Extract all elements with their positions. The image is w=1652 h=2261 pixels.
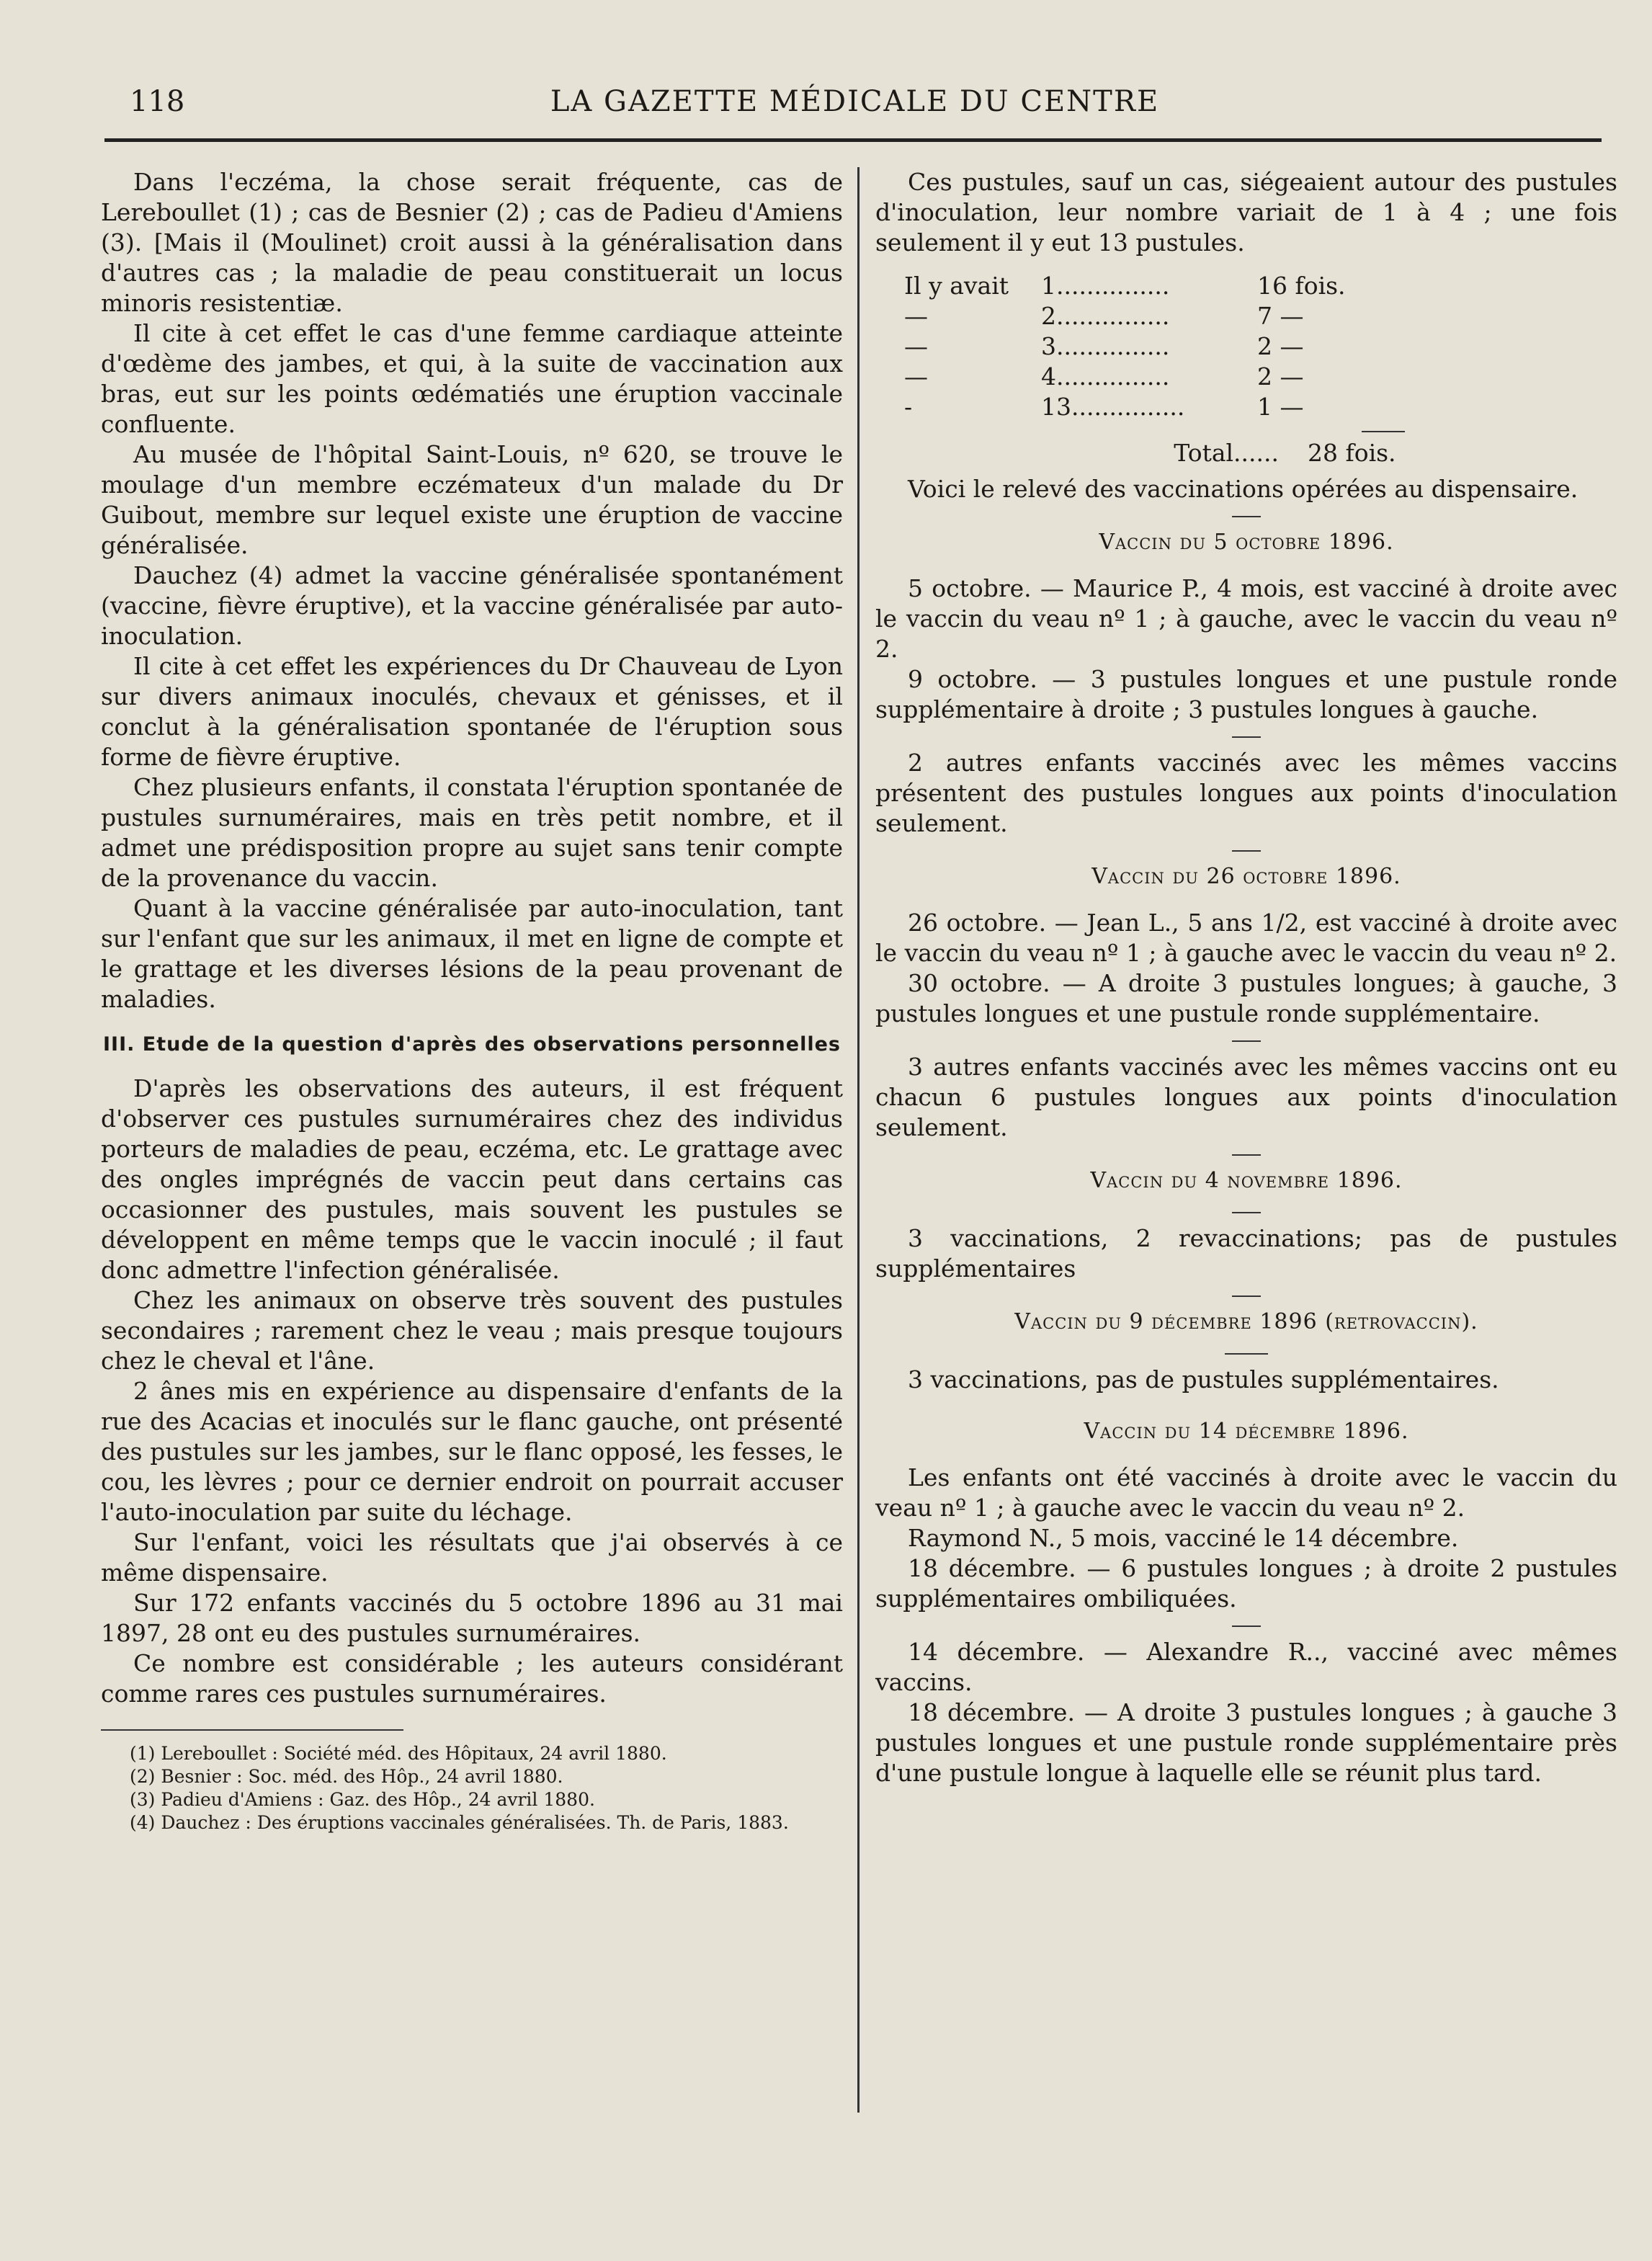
tally-row	[875, 271, 1617, 301]
paragraph: 2 ânes mis en expérience au dispensaire d'enfants de la rue des Acacias et inoculés sur le flanc gauche, ont présenté des pustules sur les jambes, sur le flanc opposé, les fesses, le cou, les lèvres ; pour ce dernier endroit on pourrait accuser l'auto-inoculation par suite du léchage.	[101, 1377, 843, 1526]
vaccin-heading: Vaccin du 26 octobre 1896.	[1091, 864, 1401, 889]
separator-dash	[1232, 736, 1261, 738]
vaccin-heading: Vaccin du 14 décembre 1896.	[1084, 1419, 1409, 1444]
paragraph: 5 octobre. — Maurice P., 4 mois, est vacciné à droite avec le vaccin du veau nº 1 ; à gauche, avec le vaccin du veau nº 2.	[875, 574, 1617, 663]
spacer	[875, 1395, 1617, 1412]
paragraph: Il cite à cet effet les expériences du Dr Chauveau de Lyon sur divers animaux inoculés, chevaux et génisses, et il conclut à la généralisation spontanée de l'éruption sous forme de fièvre éruptive.	[101, 652, 843, 771]
tally-count: 2 —	[1257, 332, 1304, 360]
paragraph: D'après les observations des auteurs, il est fréquent d'observer ces pustules surnuméraires chez des individus porteurs de maladies de peau, eczéma, etc. Le grattage avec des ongles imprégnés de vaccin peut dans certains cas occasionner des pustules, mais souvent les pustules se développent en même temps que le vaccin inoculé ; il faut donc admettre l'infection généralisée.	[101, 1074, 843, 1284]
paragraph: Dans l'eczéma, la chose serait fréquente, cas de Lereboullet (1) ; cas de Besnier (2) ; cas de Padieu d'Amiens (3). [Mais il (Moulinet) croit aussi à la généralisation dans d'autres cas ; la maladie de peau constituerait un locus minoris resistentiæ.	[101, 168, 843, 317]
right-column	[875, 167, 1617, 1788]
tally-label: Il y avait	[904, 272, 1009, 300]
paragraph: Ces pustules, sauf un cas, siégeaient autour des pustules d'inoculation, leur nombre variait de 1 à 4 ; une fois seulement il y eut 13 pustules.	[875, 168, 1617, 257]
pustule-tally	[875, 271, 1617, 468]
tally-number: 4...............	[1041, 362, 1170, 391]
footnotes	[101, 1742, 843, 1834]
paragraph: Chez plusieurs enfants, il constata l'éruption spontanée de pustules surnuméraires, mais en très petit nombre, et il admet une prédisposition propre au sujet sans tenir compte de la provenance du vaccin.	[101, 773, 843, 892]
tally-rule	[1362, 431, 1405, 432]
paragraph: 2 autres enfants vaccinés avec les mêmes vaccins présentent des pustules longues aux points d'inoculation seulement.	[875, 749, 1617, 837]
section-heading: III. Etude de la question d'après des observations personnelles	[103, 1033, 841, 1056]
vaccin-heading: Vaccin du 9 décembre 1896 (retrovaccin).	[1014, 1309, 1478, 1334]
left-column	[101, 167, 843, 1834]
separator-dash	[1232, 1040, 1261, 1042]
footnote: (1) Lereboullet : Société méd. des Hôpitaux, 24 avril 1880.	[130, 1743, 667, 1764]
tally-row	[875, 331, 1617, 362]
running-title: LA GAZETTE MÉDICALE DU CENTRE	[550, 85, 1160, 118]
vaccin-heading: Vaccin du 4 novembre 1896.	[1090, 1168, 1403, 1193]
paragraph: 3 vaccinations, pas de pustules supplémentaires.	[908, 1365, 1499, 1393]
tally-total-label: Total......	[1174, 439, 1279, 467]
header-rule	[104, 138, 1602, 142]
tally-label: -	[904, 393, 913, 421]
paragraph: 14 décembre. — Alexandre R.., vacciné avec mêmes vaccins.	[875, 1638, 1617, 1696]
paragraph: 18 décembre. — 6 pustules longues ; à droite 2 pustules supplémentaires ombiliquées.	[875, 1554, 1617, 1613]
tally-label: —	[904, 302, 928, 330]
tally-row	[875, 362, 1617, 392]
paragraph: Voici le relevé des vaccinations opérées au dispensaire.	[908, 475, 1579, 503]
tally-label: —	[904, 362, 928, 391]
paragraph: Ce nombre est considérable ; les auteurs considérant comme rares ces pustules surnuméraires.	[101, 1649, 843, 1708]
tally-number: 1...............	[1041, 272, 1170, 300]
paragraph: 26 octobre. — Jean L., 5 ans 1/2, est vacciné à droite avec le vaccin du veau nº 1 ; à gauche avec le vaccin du veau nº 2.	[875, 909, 1617, 967]
paragraph: 30 octobre. — A droite 3 pustules longues; à gauche, 3 pustules longues et une pustule ronde supplémentaire.	[875, 969, 1617, 1027]
tally-number: 2...............	[1041, 302, 1170, 330]
separator-dash	[1232, 516, 1261, 517]
footnote: (4) Dauchez : Des éruptions vaccinales généralisées. Th. de Paris, 1883.	[130, 1812, 789, 1833]
separator-dash	[1232, 1625, 1261, 1627]
tally-total	[875, 438, 1617, 468]
page-number: 118	[130, 85, 185, 118]
paragraph: Raymond N., 5 mois, vacciné le 14 décembre.	[908, 1524, 1459, 1552]
tally-count: 1 —	[1257, 393, 1304, 421]
tally-count: 7 —	[1257, 302, 1304, 330]
paragraph: Les enfants ont été vaccinés à droite avec le vaccin du veau nº 1 ; à gauche avec le vaccin du veau nº 2.	[875, 1463, 1617, 1522]
paragraph: Dauchez (4) admet la vaccine généralisée spontanément (vaccine, fièvre éruptive), et la vaccine généralisée par auto-inoculation.	[101, 561, 843, 650]
tally-row	[875, 301, 1617, 331]
page-header	[108, 85, 1602, 128]
tally-total-count: 28 fois.	[1308, 439, 1396, 467]
paragraph: 18 décembre. — A droite 3 pustules longues ; à gauche 3 pustules longues et une pustule ronde supplémentaire près d'une pustule longue à laquelle elle se réunit plus tard.	[875, 1698, 1617, 1787]
tally-number: 13...............	[1041, 393, 1185, 421]
paragraph: 3 autres enfants vaccinés avec les mêmes vaccins ont eu chacun 6 pustules longues aux points d'inoculation seulement.	[875, 1053, 1617, 1141]
footnote-rule	[101, 1729, 403, 1731]
paragraph: Il cite à cet effet le cas d'une femme cardiaque atteinte d'œdème des jambes, et qui, à la suite de vaccination aux bras, eut sur les points œdématiés une éruption vaccinale confluente.	[101, 319, 843, 438]
paragraph: Quant à la vaccine généralisée par auto-inoculation, tant sur l'enfant que sur les animaux, il met en ligne de compte et le grattage et les diverses lésions de la peau provenant de maladies.	[101, 894, 843, 1013]
paragraph: Chez les animaux on observe très souvent des pustules secondaires ; rarement chez le veau ; mais presque toujours chez le cheval et l'âne.	[101, 1286, 843, 1375]
tally-row	[875, 392, 1617, 422]
separator-dash	[1232, 1154, 1261, 1156]
tally-label: —	[904, 332, 928, 360]
separator-dash	[1232, 1212, 1261, 1213]
paragraph: Sur 172 enfants vaccinés du 5 octobre 1896 au 31 mai 1897, 28 ont eu des pustules surnuméraires.	[101, 1589, 843, 1647]
tally-number: 3...............	[1041, 332, 1170, 360]
footnote: (2) Besnier : Soc. méd. des Hôp., 24 avril 1880.	[130, 1766, 563, 1787]
paragraph: 9 octobre. — 3 pustules longues et une pustule ronde supplémentaire à droite ; 3 pustules longues à gauche.	[875, 665, 1617, 723]
column-divider	[857, 167, 860, 2113]
vaccin-heading: Vaccin du 5 octobre 1896.	[1099, 530, 1394, 555]
paragraph: Sur l'enfant, voici les résultats que j'ai observés à ce même dispensaire.	[101, 1528, 843, 1587]
paragraph: Au musée de l'hôpital Saint-Louis, nº 620, se trouve le moulage d'un membre eczémateux d'un malade du Dr Guibout, membre sur lequel existe une éruption de vaccine généralisée.	[101, 440, 843, 559]
separator-dash	[1232, 1295, 1261, 1297]
separator-dash	[1232, 850, 1261, 852]
footnote: (3) Padieu d'Amiens : Gaz. des Hôp., 24 avril 1880.	[130, 1789, 595, 1810]
tally-count: 2 —	[1257, 362, 1304, 391]
separator-dash	[1225, 1353, 1268, 1355]
paragraph: 3 vaccinations, 2 revaccinations; pas de pustules supplémentaires	[875, 1224, 1617, 1283]
tally-count: 16 fois.	[1257, 272, 1346, 300]
